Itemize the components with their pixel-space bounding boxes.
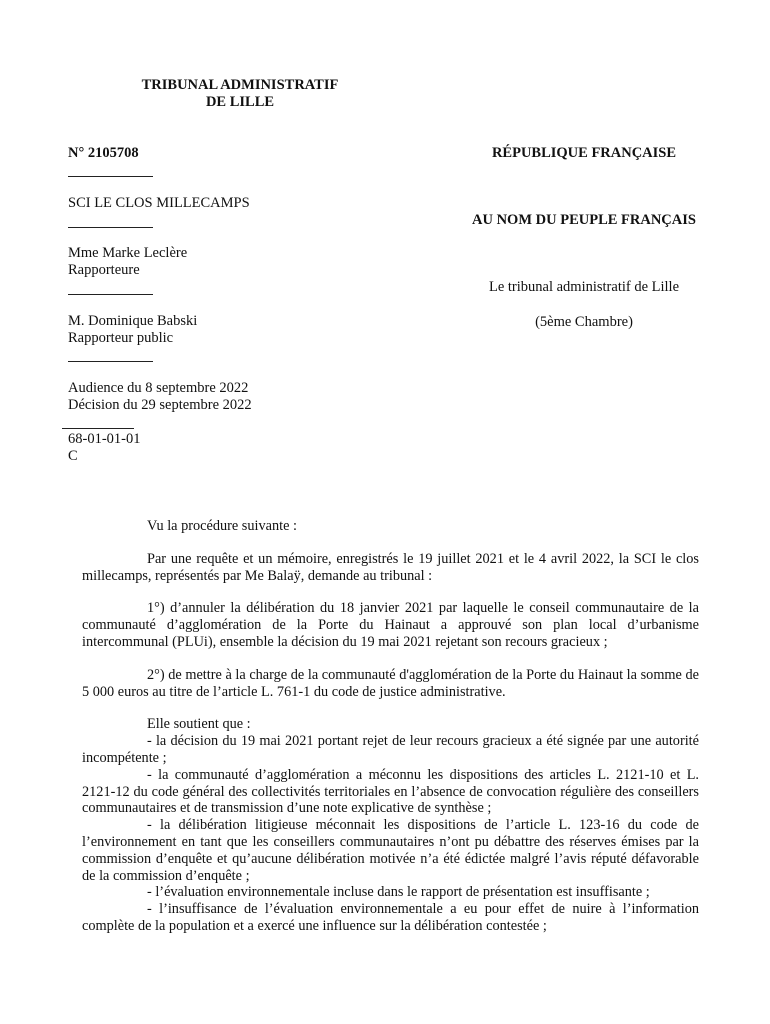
paragraph-procedure: Vu la procédure suivante :: [147, 518, 297, 534]
argument-item: - la délibération litigieuse méconnait les dispositions de l’article L. 123-16 du code de l’environnement en tant que les conseillers communautaires n’ont pu débattre des réserves émises par la commission d’enquête et qu’aucune délibération motivée n’a été édictée malgré l’avis réputé défavorable de la commission d’enquête ;: [82, 817, 699, 884]
argument-item: - la communauté d’agglomération a méconnu les dispositions des articles L. 2121-10 et L. 2121-12 du code général des collectivités territoriales en l’absence de convocation régulière des conseillers communautaires et de transmission d’une note explicative de synthèse ;: [82, 766, 699, 817]
republic-heading: RÉPUBLIQUE FRANÇAISE: [491, 145, 677, 161]
rapporteur-role: Rapporteure: [68, 262, 140, 278]
classification-code: 68-01-01-01: [68, 431, 141, 447]
people-heading: AU NOM DU PEUPLE FRANÇAIS: [472, 212, 696, 228]
decision-date: Décision du 29 septembre 2022: [68, 397, 252, 413]
divider: [68, 361, 153, 362]
party-name: SCI LE CLOS MILLECAMPS: [68, 195, 250, 211]
classification-letter: C: [68, 448, 78, 464]
public-rapporteur-role: Rapporteur public: [68, 330, 174, 346]
paragraph-request: Par une requête et un mémoire, enregistrés le 19 juillet 2021 et le 4 avril 2022, la SCI le clos millecamps, représentés par Me Balaÿ, demande au tribunal :: [82, 550, 699, 584]
tribunal-line: Le tribunal administratif de Lille: [488, 279, 680, 295]
document-body: [82, 518, 699, 935]
paragraph-arguments-intro: Elle soutient que :: [147, 716, 251, 733]
argument-item: - l’insuffisance de l’évaluation environnementale a eu pour effet de nuire à l’information complète de la population et a exercé une influence sur la délibération contestée ;: [82, 901, 699, 934]
argument-item: - l’évaluation environnementale incluse dans le rapport de présentation est insuffisante ;: [147, 884, 650, 901]
divider: [68, 227, 153, 228]
court-name: TRIBUNAL ADMINISTRATIF: [141, 77, 339, 93]
chamber-line: (5ème Chambre): [535, 314, 633, 330]
paragraph-claim-1: 1°) d’annuler la délibération du 18 janvier 2021 par laquelle le conseil communautaire de la communauté d’agglomération de la Porte du Hainaut a approuvé son plan local d’urbanisme intercommunal (PLUi), ensemble la décision du 19 mai 2021 rejetant son recours gracieux ;: [82, 600, 699, 650]
case-number: N° 2105708: [68, 145, 139, 161]
court-city: DE LILLE: [205, 94, 275, 110]
divider: [68, 294, 153, 295]
divider: [68, 176, 153, 177]
court-heading: [100, 77, 380, 111]
rapporteur-name: Mme Marke Leclère: [68, 245, 188, 261]
hearing-date: Audience du 8 septembre 2022: [68, 380, 249, 396]
paragraph-claim-2: 2°) de mettre à la charge de la communauté d'agglomération de la Porte du Hainaut la somme de 5 000 euros au titre de l’article L. 761-1 du code de justice administrative.: [82, 666, 699, 700]
divider: [62, 428, 134, 429]
argument-item: - la décision du 19 mai 2021 portant rejet de leur recours gracieux a été signée par une autorité incompétente ;: [82, 733, 699, 766]
public-rapporteur-name: M. Dominique Babski: [68, 313, 198, 329]
